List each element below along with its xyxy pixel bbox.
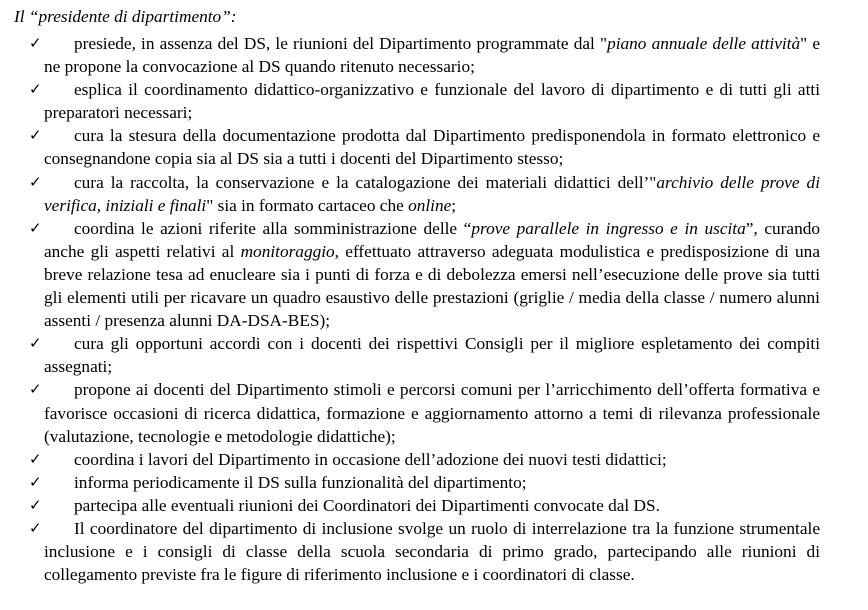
checkmark-icon: ✓ — [29, 472, 42, 491]
item-text: Il coordinatore del dipartimento di inclusione svolge un ruolo di interrelazione tra la funzione strumentale inclusione e i consigli di classe della scuola secondaria di primo grado, partecipando alle riunioni di collegamento previste fra le figure di riferimento inclusione e i coordinatori di classe. — [44, 518, 820, 585]
checkmark-icon: ✓ — [29, 34, 42, 52]
duty-item — [14, 378, 820, 447]
checkmark-icon: ✓ — [29, 380, 42, 399]
duty-item — [14, 448, 820, 471]
duty-item — [14, 471, 820, 494]
duty-item — [14, 332, 820, 378]
duty-item — [14, 517, 820, 586]
checkmark-icon: ✓ — [29, 172, 42, 191]
item-text: informa periodicamente il DS sulla funzionalità del dipartimento; — [74, 472, 527, 492]
checkmark-icon: ✓ — [29, 495, 42, 514]
italic-text: prove parallele in ingresso e in uscita — [471, 218, 746, 238]
item-text: coordina le azioni riferite alla somministrazione delle “ — [74, 218, 472, 238]
duty-item — [14, 494, 820, 517]
duties-list — [14, 32, 820, 586]
item-text: esplica il coordinamento didattico-organizzativo e funzionale del lavoro di dipartimento e di tutti gli atti preparatori necessari; — [44, 80, 820, 123]
checkmark-icon: ✓ — [29, 334, 42, 353]
checkmark-icon: ✓ — [29, 218, 42, 237]
item-text: ; — [451, 195, 457, 215]
item-text: " e ne propone la convocazione al DS quando ritenuto necessario; — [44, 34, 821, 77]
italic-text: piano annuale delle attività — [607, 34, 801, 53]
duty-item — [14, 217, 820, 332]
checkmark-icon: ✓ — [29, 518, 42, 537]
item-text: presiede, in assenza del DS, le riunioni del Dipartimento programmate dal " — [74, 34, 608, 53]
item-text: cura la stesura della documentazione prodotta dal Dipartimento predisponendola in formato elettronico e consegnandone copia sia al DS sia a tutti i docenti del Dipartimento stesso; — [44, 126, 820, 169]
item-text: ”, curando anche gli aspetti relativi al — [44, 218, 821, 261]
duty-item — [14, 171, 820, 217]
duty-item — [14, 124, 820, 170]
italic-text: archivio delle prove di verifica, iniziali e finali — [44, 172, 820, 215]
checkmark-icon: ✓ — [29, 449, 42, 468]
item-text: propone ai docenti del Dipartimento stimoli e percorsi comuni per l’arricchimento dell’offerta formativa e favorisce occasioni di ricerca didattica, formazione e aggiornamento attorno a temi di rilevanza professionale (valutazione, tecnologie e metodologie didattiche); — [44, 380, 820, 446]
item-text: cura la raccolta, la conservazione e la catalogazione dei materiali didattici dell’" — [74, 172, 657, 192]
checkmark-icon: ✓ — [29, 80, 42, 99]
italic-text: online — [408, 195, 452, 215]
item-text: " sia in formato cartaceo che — [206, 195, 409, 215]
item-text: partecipa alle eventuali riunioni dei Coordinatori dei Dipartimenti convocate dal DS. — [74, 495, 660, 515]
item-text: cura gli opportuni accordi con i docenti dei rispettivi Consigli per il migliore espletamento dei compiti assegnati; — [44, 334, 820, 377]
item-text: coordina i lavori del Dipartimento in occasione dell’adozione dei nuovi testi didattici; — [74, 449, 667, 469]
italic-text: monitoraggio — [240, 241, 335, 261]
duty-item — [14, 78, 820, 124]
duty-item — [14, 32, 820, 78]
section-heading: Il “presidente di dipartimento”: — [14, 7, 237, 26]
item-text: , effettuato attraverso adeguata modulistica e predisposizione di una breve relazione tesa ad enucleare sia i punti di forza e di debolezza emersi nell’esecuzione delle prove sia tutti gli elementi utili per ricavare un quadro esaustivo delle prestazioni (griglie / media della classe / numero alunni assenti / presenza alunni DA-DSA-BES); — [44, 241, 820, 331]
checkmark-icon: ✓ — [29, 126, 42, 145]
